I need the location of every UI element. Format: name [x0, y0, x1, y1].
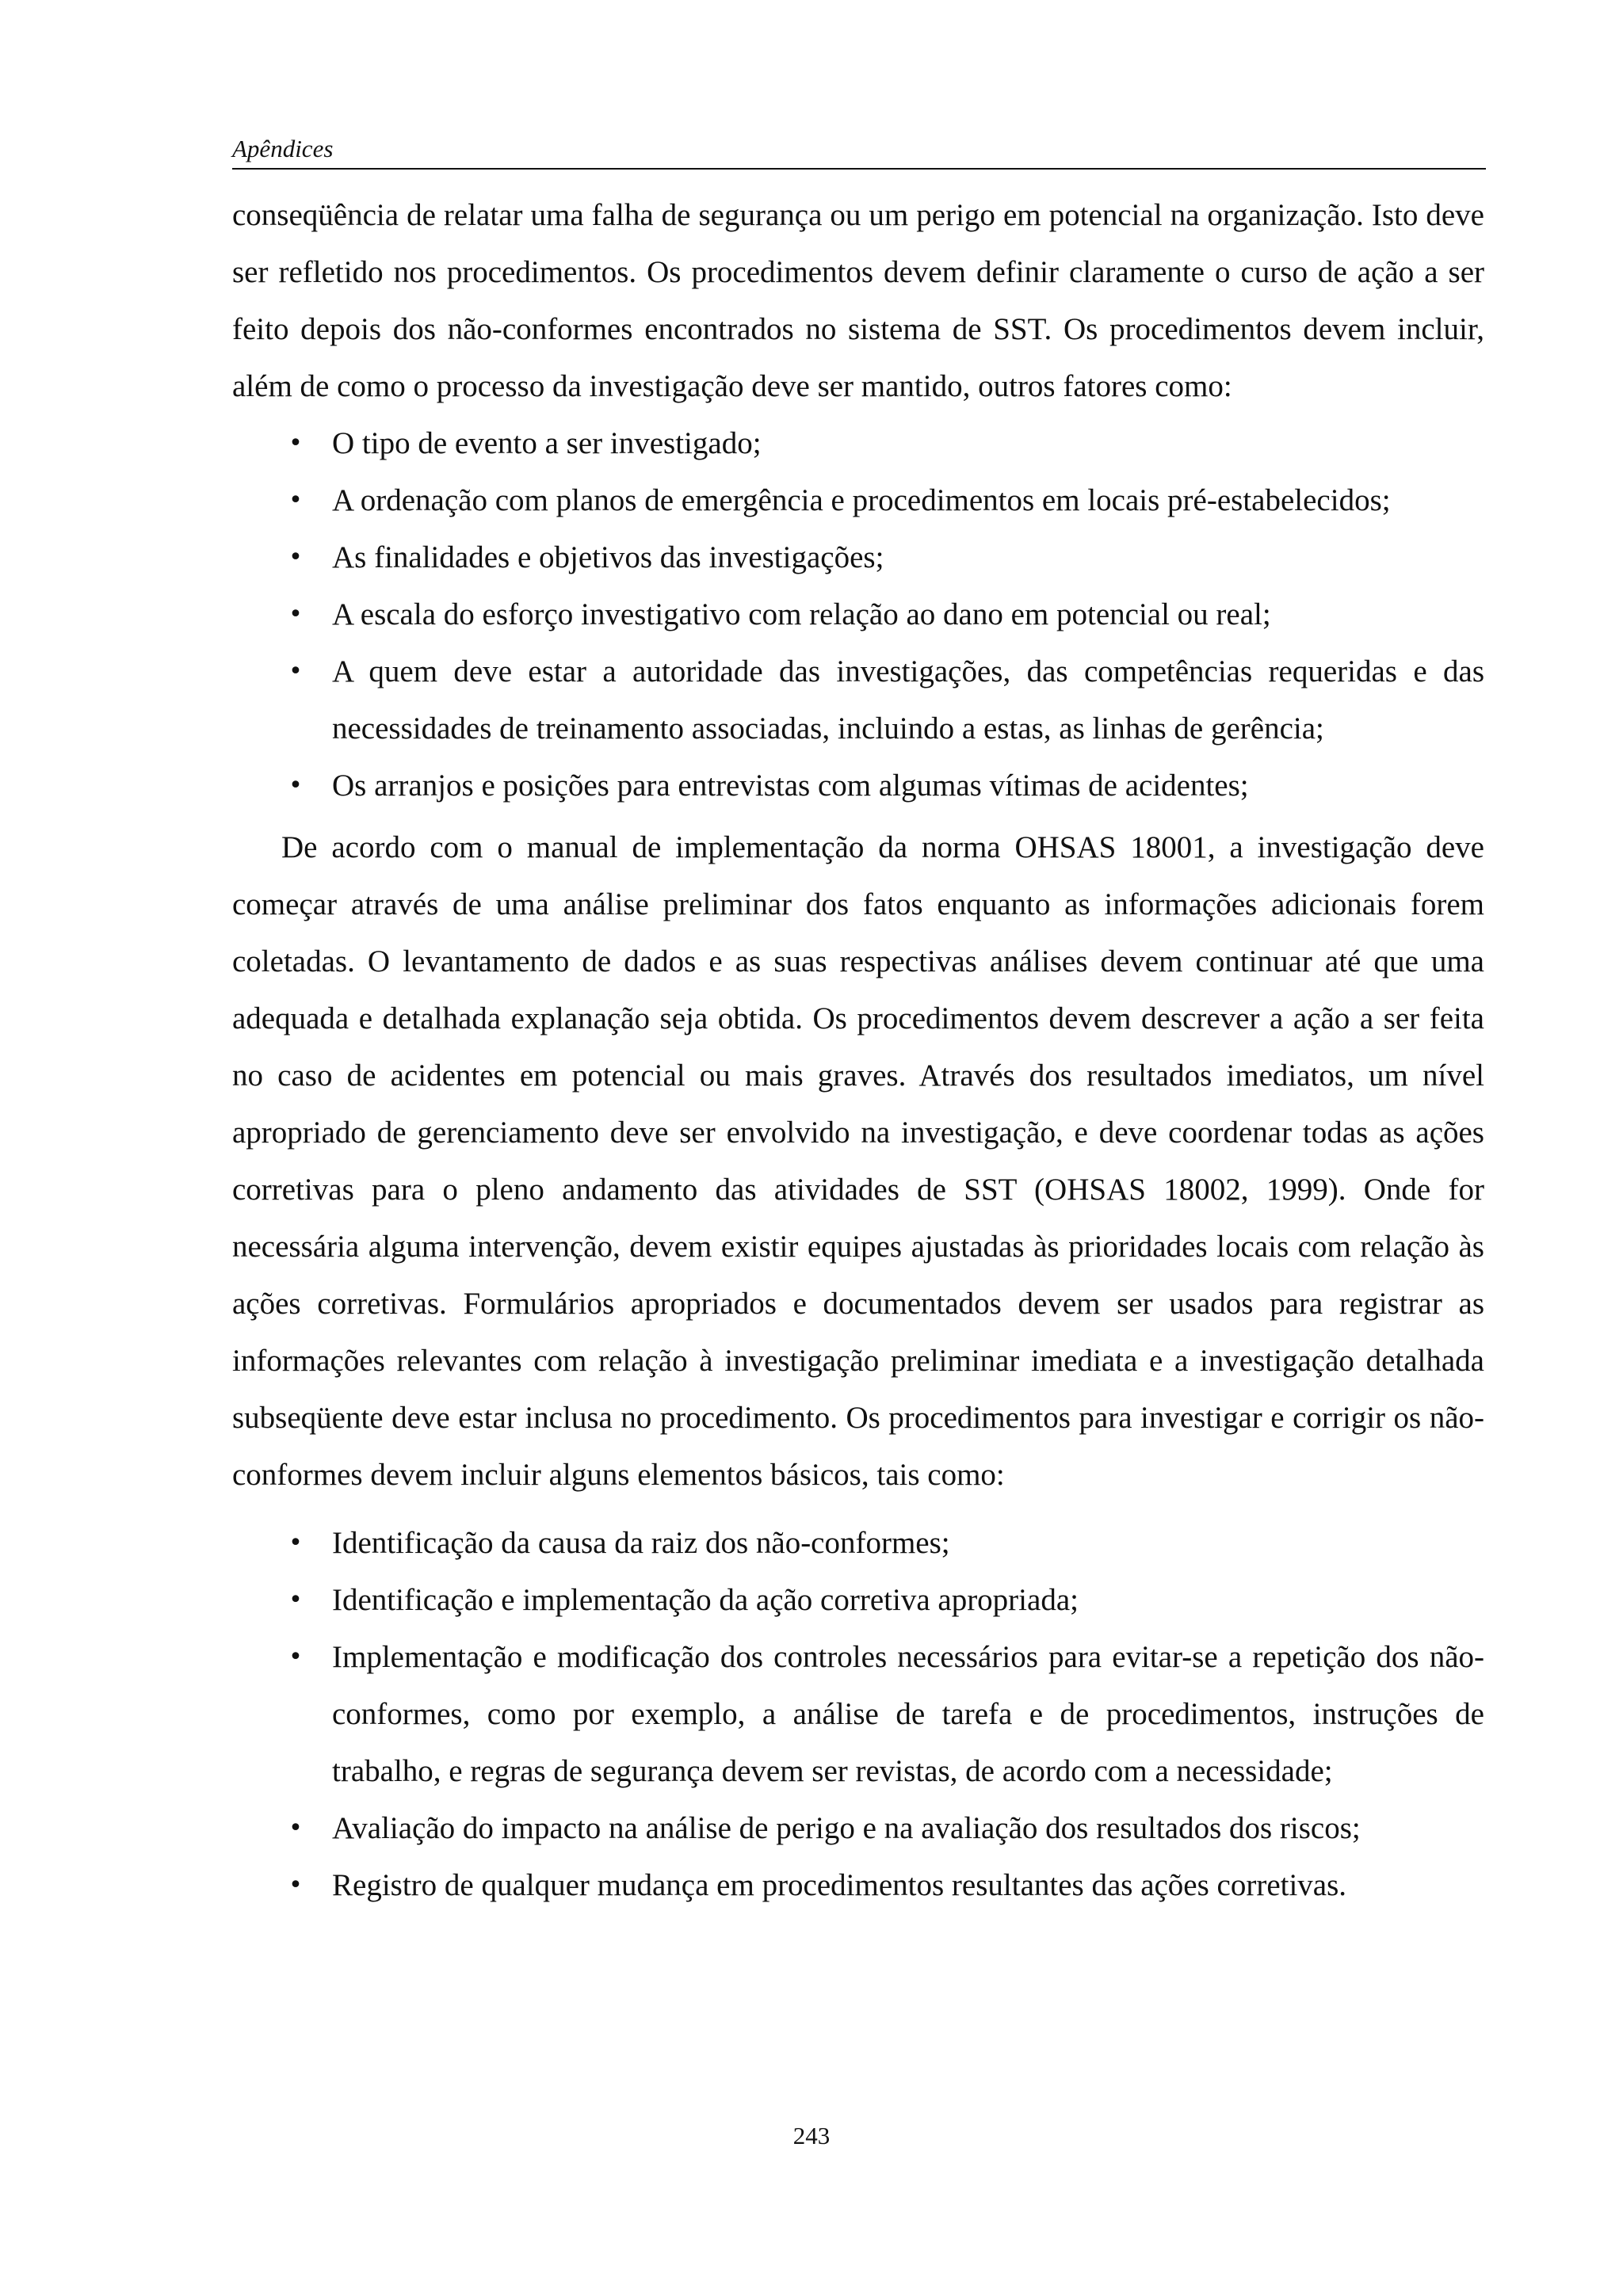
list-item-text: Avaliação do impacto na análise de perigo e na avaliação dos resultados dos riscos; [332, 1811, 1361, 1845]
list-item [232, 757, 1484, 814]
list-item-text: Identificação e implementação da ação corretiva apropriada; [332, 1583, 1079, 1617]
paragraph-intro: conseqüência de relatar uma falha de segurança ou um perigo em potencial na organização. Isto deve ser refletido nos procedimentos. Os procedimentos devem definir claramente o curso de ação a ser feito depois dos não-conformes encontrados no sistema de SST. Os procedimentos devem incluir, além de como o processo da investigação deve ser mantido, outros fatores como: [232, 198, 1484, 403]
bullet-icon: • [288, 658, 303, 685]
bullet-icon: • [288, 543, 303, 571]
list-item [232, 643, 1484, 757]
header-rule [232, 168, 1486, 170]
list-item-text: Registro de qualquer mudança em procedimentos resultantes das ações corretivas. [332, 1868, 1347, 1902]
list-item [232, 415, 1484, 472]
list-item-text: Os arranjos e posições para entrevistas com algumas vítimas de acidentes; [332, 769, 1249, 803]
list-item [232, 1629, 1484, 1800]
page-number: 243 [792, 2122, 831, 2149]
list-item-text: Implementação e modificação dos controles necessários para evitar-se a repetição dos não-conformes, como por exemplo, a análise de tarefa e de procedimentos, instruções de trabalho, e regras de segurança devem ser revistas, de acordo com a necessidade; [332, 1640, 1484, 1788]
list-item [232, 1572, 1484, 1629]
page-header [232, 133, 1486, 170]
list-item-text: O tipo de evento a ser investigado; [332, 426, 762, 460]
list-item [232, 1515, 1484, 1572]
list-item [232, 1800, 1484, 1857]
bullet-icon: • [288, 772, 303, 799]
list-item-text: A escala do esforço investigativo com relação ao dano em potencial ou real; [332, 597, 1271, 631]
list-item [232, 529, 1484, 586]
page-body [232, 187, 1484, 1914]
bullet-icon: • [288, 486, 303, 514]
header-title: Apêndices [232, 135, 334, 162]
list-item-text: Identificação da causa da raiz dos não-conformes; [332, 1526, 950, 1560]
list-item-text: A quem deve estar a autoridade das investigações, das competências requeridas e das necessidades de treinamento associadas, incluindo a estas, as linhas de gerência; [332, 654, 1484, 746]
basic-elements-list [232, 1515, 1484, 1914]
list-item [232, 1857, 1484, 1914]
bullet-icon: • [288, 1643, 303, 1671]
bullet-icon: • [288, 429, 303, 457]
bullet-icon: • [288, 601, 303, 628]
list-item-text: As finalidades e objetivos das investigações; [332, 540, 884, 574]
list-item-text: A ordenação com planos de emergência e procedimentos em locais pré-estabelecidos; [332, 483, 1391, 517]
bullet-icon: • [288, 1814, 303, 1842]
bullet-icon: • [288, 1529, 303, 1557]
list-item [232, 586, 1484, 643]
bullet-icon: • [288, 1586, 303, 1614]
bullet-icon: • [288, 1871, 303, 1899]
list-item [232, 472, 1484, 529]
factors-list [232, 415, 1484, 814]
paragraph-ohsas: De acordo com o manual de implementação da norma OHSAS 18001, a investigação deve começar através de uma análise preliminar dos fatos enquanto as informações adicionais forem coletadas. O levantamento de dados e as suas respectivas análises devem continuar até que uma adequada e detalhada explanação seja obtida. Os procedimentos devem descrever a ação a ser feita no caso de acidentes em potencial ou mais graves. Através dos resultados imediatos, um nível apropriado de gerenciamento deve ser envolvido na investigação, e deve coordenar todas as ações corretivas para o pleno andamento das atividades de SST (OHSAS 18002, 1999). Onde for necessária alguma intervenção, devem existir equipes ajustadas às prioridades locais com relação às ações corretivas. Formulários apropriados e documentados devem ser usados para registrar as informações relevantes com relação à investigação preliminar imediata e a investigação detalhada subseqüente deve estar inclusa no procedimento. Os procedimentos para investigar e corrigir os não-conformes devem incluir alguns elementos básicos, tais como: [232, 830, 1484, 1492]
